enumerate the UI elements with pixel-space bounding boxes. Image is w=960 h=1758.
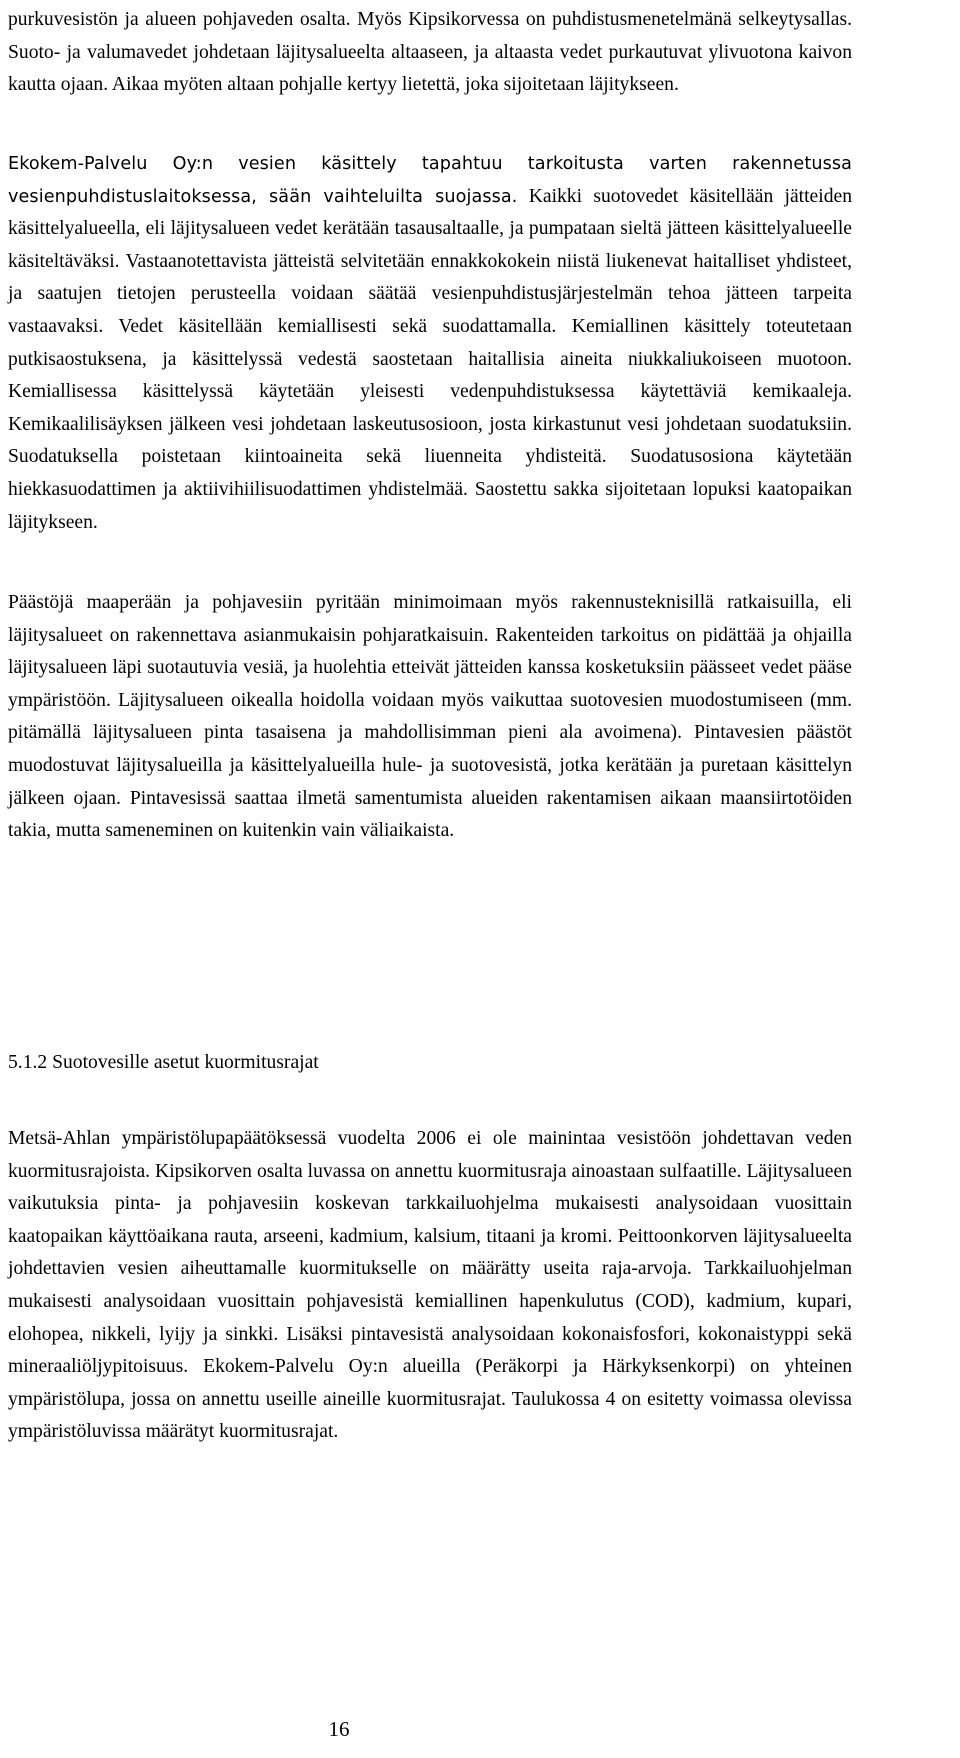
paragraph-load-limits — [8, 1123, 852, 1449]
paragraph-ekokem-water-treatment — [8, 148, 852, 539]
paragraph-text: Kaikki suotovedet käsitellään jätteiden käsittelyalueella, eli läjitysalueen vedet kerätään tasausaltaalle, ja pumpataan sieltä jätteen käsittelyalueelle käsiteltäväksi. Vastaanotettavista jätteistä selvitetään ennakkokokein niistä liukenevat haitalliset yhdisteet, ja saatujen tietojen perusteella voidaan säätää vesienpuhdistusjärjestelmän tehoa jätteen tarpeita vastaavaksi. Vedet käsitellään kemiallisesti sekä suodattamalla. Kemiallinen käsittely toteutetaan putkisaostuksena, ja käsittelyssä vedestä saostetaan haitallisia aineita niukkaliukoiseen muotoon. Kemiallisessa käsittelyssä käytetään yleisesti vedenpuhdistuksessa käytettäviä kemikaaleja. Kemikaalilisäyksen jälkeen vesi johdetaan laskeutusosioon, josta kirkastunut vesi johdetaan suodatuksiin. Suodatuksella poistetaan kiintoaineita sekä liuenneita yhdisteitä. Suodatusosiona käytetään hiekkasuodattimen ja aktiivihiilisuodattimen yhdistelmää. Saostettu sakka sijoitetaan lopuksi kaatopaikan läjitykseen. — [8, 185, 852, 533]
paragraph-purkuvesisto — [8, 4, 852, 102]
paragraph-text: Päästöjä maaperään ja pohjavesiin pyritään minimoimaan myös rakennusteknisillä ratkaisuilla, eli läjitysalueet on rakennettava asianmukaisin pohjaratkaisuin. Rakenteiden tarkoitus on pidättää ja ohjailla läjitysalueen läpi suotautuvia vesiä, ja huolehtia etteivät jätteiden kanssa kosketuksiin päässeet vedet pääse ympäristöön. Läjitysalueen oikealla hoidolla voidaan myös vaikuttaa suotovesien muodostumiseen (mm. pitämällä läjitysalueen pinta tasaisena ja mahdollisimman pieni ala avoimena). Pintavesien päästöt muodostuvat läjitysalueilla ja käsittelyalueilla hule- ja suotovesistä, jotka kerätään ja puretaan käsittelyn jälkeen ojaan. Pintavesissä saattaa ilmetä samentumista alueiden rakentamisen aikaan maansiirtotöiden takia, mutta sameneminen on kuitenkin vain väliaikaista. — [8, 592, 852, 842]
section-heading: 5.1.2 Suotovesille asetut kuormitusrajat — [8, 1052, 319, 1073]
paragraph-text: Metsä-Ahlan ympäristölupapäätöksessä vuodelta 2006 ei ole mainintaa vesistöön johdettavan veden kuormitusrajoista. Kipsikorven osalta luvassa on annettu kuormitusraja ainoastaan sulfaatille. Läjitysalueen vaikutuksia pinta- ja pohjavesiin koskevan tarkkailuohjelma mukaisesti analysoidaan vuosittain kaatopaikan käyttöaikana rauta, arseeni, kadmium, kalsium, titaani ja kromi. Peittoonkorven läjitysalueelta johdettavien vesien aiheuttamalle kuormitukselle on määrätty useita raja-arvoja. Tarkkailuohjelman mukaisesti analysoidaan vuosittain pohjavesistä kemiallinen hapenkulutus (COD), kadmium, kupari, elohopea, nikkeli, lyijy ja sinkki. Lisäksi pintavesistä analysoidaan kokonaisfosfori, kokonaistyppi sekä mineraaliöljypitoisuus. Ekokem-Palvelu Oy:n alueilla (Peräkorpi ja Härkyksenkorpi) on yhteinen ympäristölupa, jossa on annettu useille aineille kuormitusrajat. Taulukossa 4 on esitetty voimassa olevissa ympäristöluvissa määrätyt kuormitusrajat. — [8, 1128, 852, 1443]
page-number: 16 — [328, 1717, 350, 1741]
paragraph-lead-text: Ekokem-Palvelu Oy:n vesien käsittely tapahtuu tarkoitusta varten rakennetussa vesienpuhdistuslaitoksessa, sään vaihteluilta suojassa. — [8, 154, 852, 207]
paragraph-soil-emissions — [8, 587, 852, 848]
paragraph-text: purkuvesistön ja alueen pohjaveden osalta. Myös Kipsikorvessa on puhdistusmenetelmänä selkeytysallas. Suoto- ja valumavedet johdetaan läjitysalueelta altaaseen, ja altaasta vedet purkautuvat ylivuotona kaivon kautta ojaan. Aikaa myöten altaan pohjalle kertyy lietettä, joka sijoitetaan läjitykseen. — [8, 9, 852, 96]
